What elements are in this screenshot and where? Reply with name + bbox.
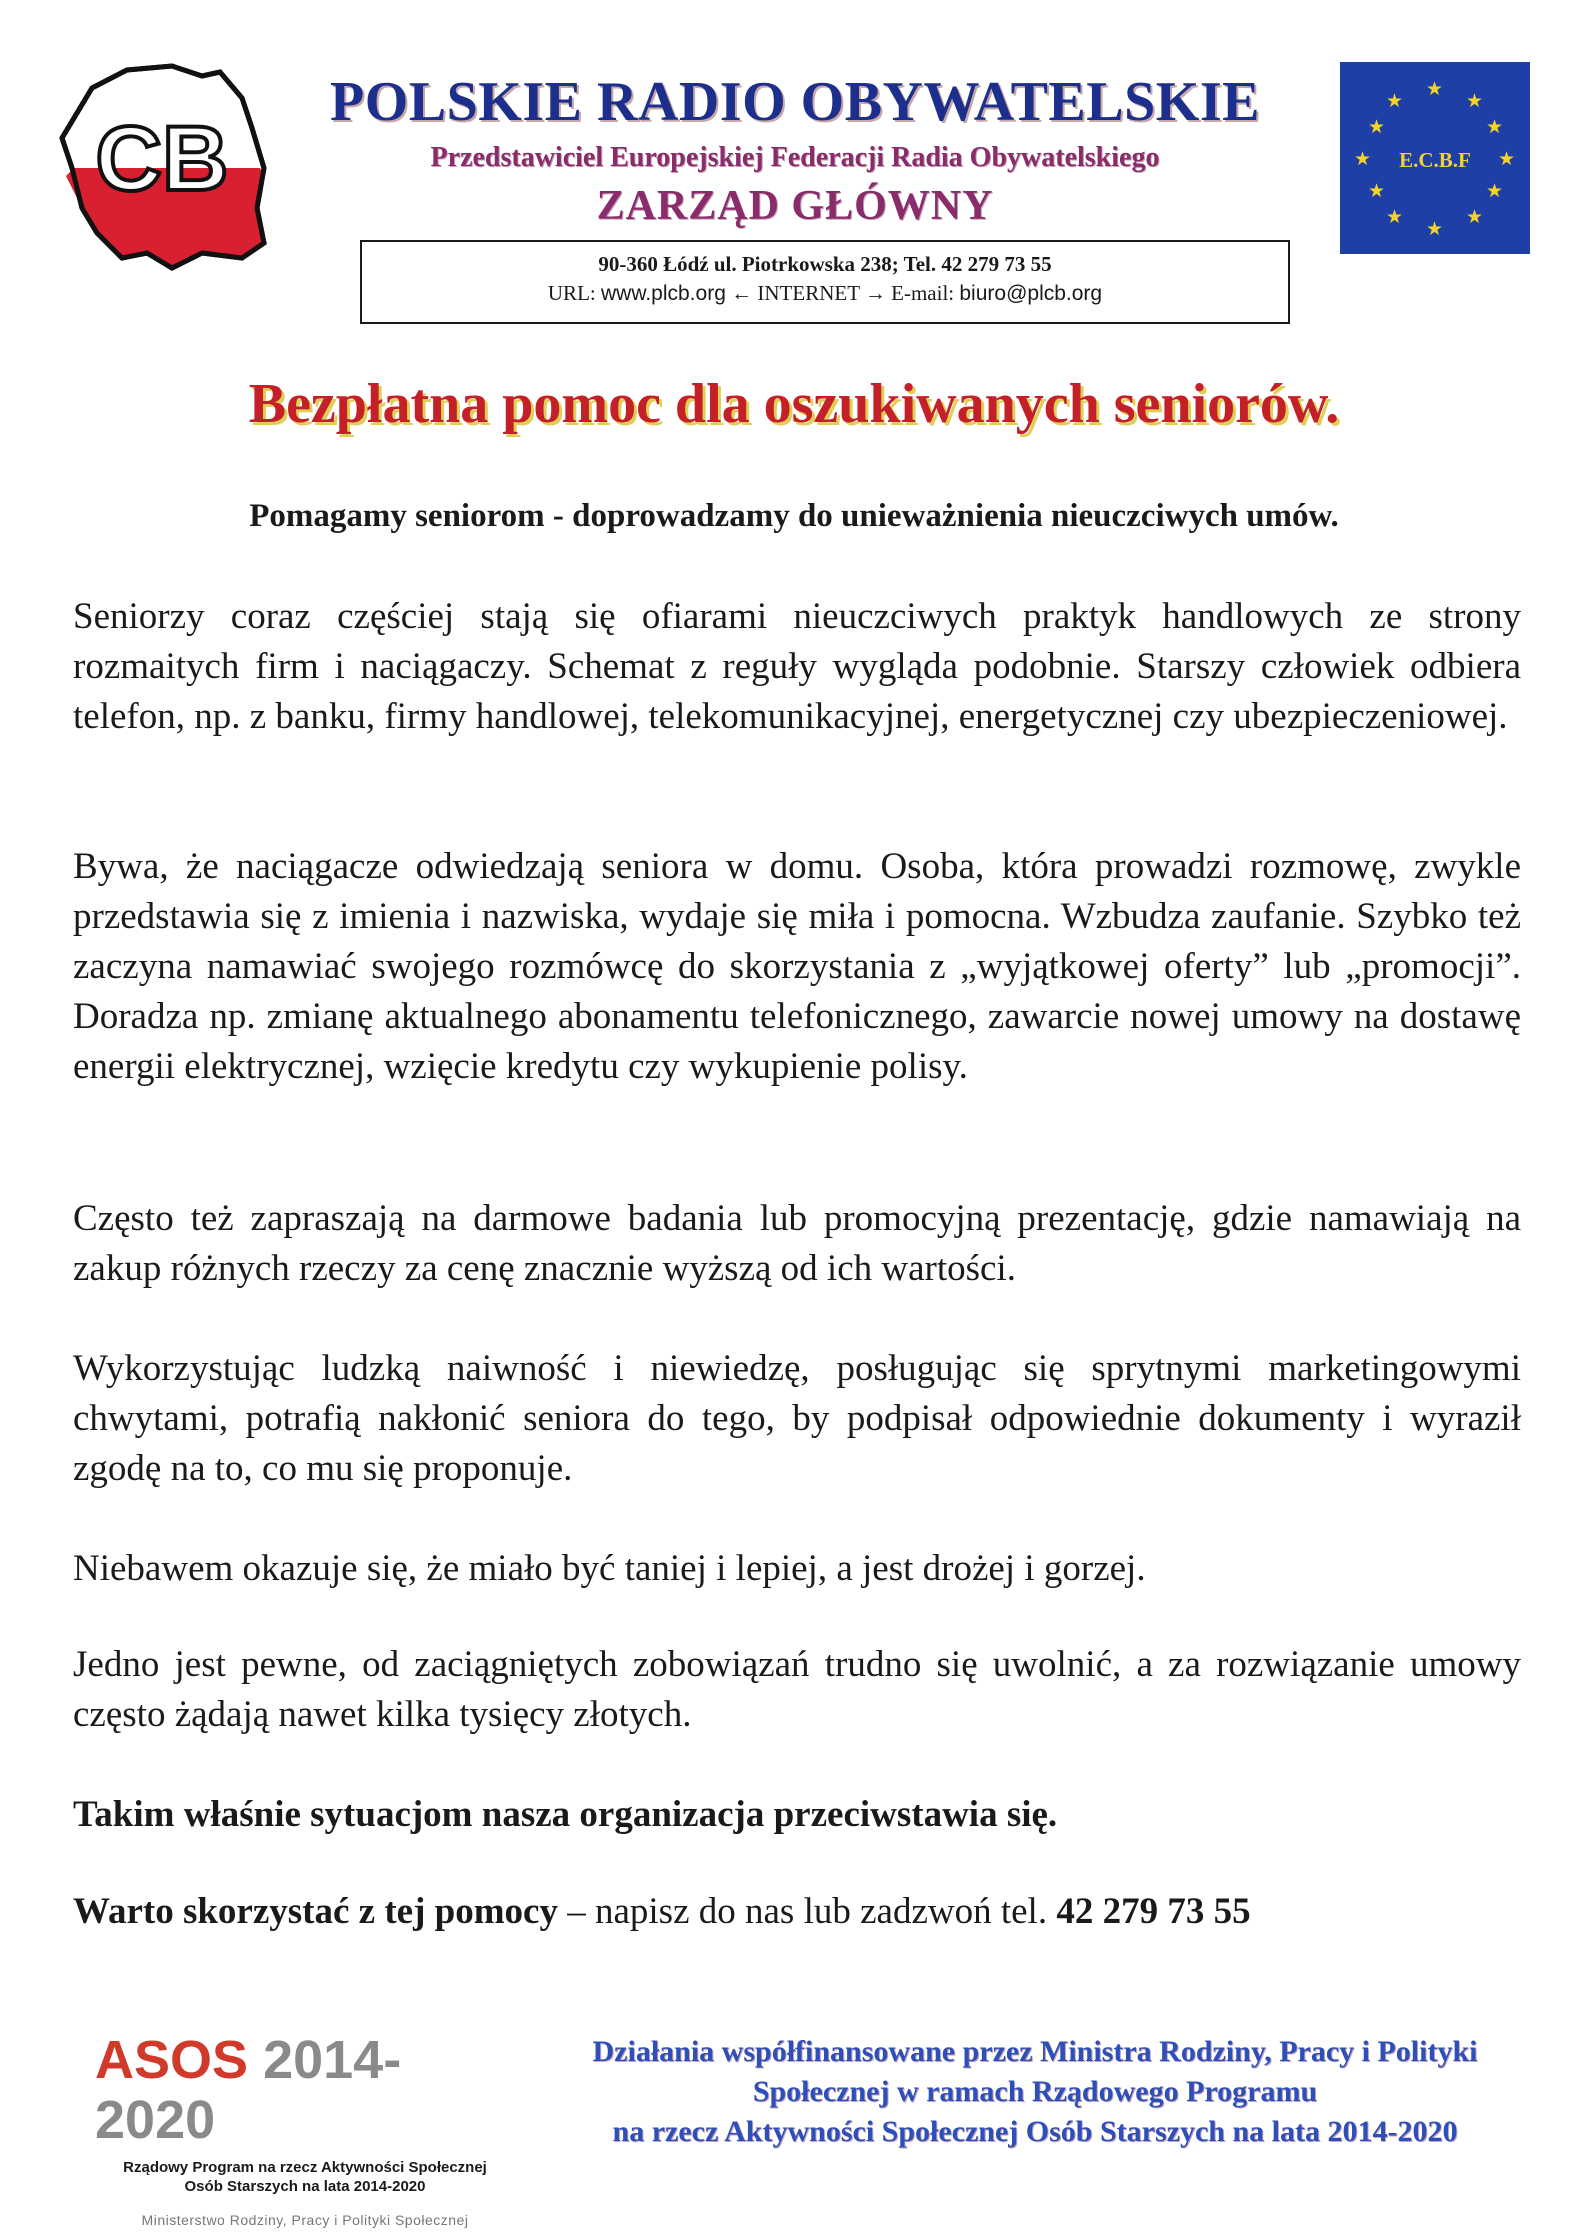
cofinance-line1: Działania współfinansowane przez Ministra Rodziny, Pracy i Polityki	[592, 2035, 1478, 2068]
star-icon: ★	[1386, 207, 1404, 228]
paragraph-3: Często też zapraszają na darmowe badania lub promocyjną prezentację, gdzie namawiają na zakup różnych rzeczy za cenę znacznie wyższą od ich wartości.	[73, 1198, 1521, 1289]
cb-poland-logo	[52, 58, 272, 280]
paragraph-1: Seniorzy coraz częściej stają się ofiarami nieuczciwych praktyk handlowych ze strony rozmaitych firm i naciągaczy. Schemat z reguły wygląda podobnie. Starszy człowiek odbiera telefon, np. z banku, firmy handlowej, telekomunikacyjnej, energetycznej czy ubezpieczeniowej.	[73, 596, 1521, 737]
cta-phone[interactable]: 42 279 73 55	[1056, 1891, 1251, 1932]
web-line	[362, 281, 1288, 306]
star-icon: ★	[1426, 219, 1444, 240]
address-line: 90-360 Łódź ul. Piotrkowska 238; Tel. 42 279 73 55	[598, 252, 1052, 276]
paragraph-5: Niebawem okazuje się, że miało być taniej i lepiej, a jest drożej i gorzej.	[73, 1548, 1146, 1589]
asos-word: ASOS	[95, 2030, 249, 2090]
board-title: ZARZĄD GŁÓWNY	[596, 183, 994, 229]
contact-box	[360, 240, 1290, 324]
logo-cb-text: CB	[95, 108, 229, 210]
cofinance-line3: na rzecz Aktywności Społecznej Osób Starszych na lata 2014-2020	[612, 2115, 1458, 2148]
internet-label: ← INTERNET →	[731, 281, 886, 305]
paragraph-6: Jedno jest pewne, od zaciągniętych zobowiązań trudno się uwolnić, a za rozwiązanie umowy często żądają nawet kilka tysięcy złotych.	[73, 1644, 1521, 1735]
cofinance-line2: Społecznej w ramach Rządowego Programu	[752, 2075, 1318, 2108]
cofinance-note	[555, 2032, 1515, 2152]
website-link[interactable]: www.plcb.org	[600, 282, 726, 305]
asos-program	[95, 2158, 515, 2196]
star-icon: ★	[1466, 207, 1484, 228]
star-icon: ★	[1466, 91, 1484, 112]
call-to-action	[73, 1887, 1521, 1937]
org-title: POLSKIE RADIO OBYWATELSKIE	[330, 71, 1260, 133]
star-icon: ★	[1368, 117, 1386, 138]
star-icon: ★	[1486, 181, 1504, 202]
paragraph-2: Bywa, że naciągacze odwiedzają seniora w domu. Osoba, która prowadzi rozmowę, zwykle przedstawia się z imienia i nazwiska, wydaje się miła i pomocna. Wzbudza zaufanie. Szybko też zaczyna namawiać swojego rozmówcę do skorzystania z „wyjątkowej oferty” lub „promocji”. Doradza np. zmianę aktualnego abonamentu telefonicznego, zawarcie nowej umowy na dostawę energii elektrycznej, wzięcie kredytu czy wykupienie polisy.	[73, 846, 1521, 1087]
paragraph-7: Takim właśnie sytuacjom nasza organizacja przeciwstawia się.	[73, 1794, 1058, 1835]
email-label: E-mail:	[891, 281, 955, 305]
star-icon: ★	[1354, 149, 1372, 170]
paragraph-4: Wykorzystując ludzką naiwność i niewiedzę, posługując się sprytnymi marketingowymi chwytami, potrafią nakłonić seniora do tego, by podpisał odpowiednie dokumenty i wyraził zgodę na to, co mu się proponuje.	[73, 1348, 1521, 1489]
cta-text: – napisz do nas lub zadzwoń tel.	[557, 1891, 1057, 1932]
ecbf-flag	[1340, 62, 1530, 254]
star-icon: ★	[1386, 91, 1404, 112]
star-icon: ★	[1426, 79, 1444, 100]
star-icon: ★	[1368, 181, 1386, 202]
asos-program-line2: Osób Starszych na lata 2014-2020	[184, 2178, 426, 2195]
cta-bold: Warto skorzystać z tej pomocy	[73, 1891, 558, 1932]
subheadline: Pomagamy seniorom - doprowadzamy do unieważnienia nieuczciwych umów.	[249, 498, 1339, 534]
headline: Bezpłatna pomoc dla oszukiwanych seniorów.	[248, 373, 1340, 435]
url-label: URL:	[547, 281, 596, 305]
asos-program-line1: Rządowy Program na rzecz Aktywności Społecznej	[123, 2159, 487, 2176]
org-subtitle: Przedstawiciel Europejskiej Federacji Radia Obywatelskiego	[430, 142, 1160, 173]
ecbf-label: E.C.B.F	[1399, 148, 1471, 172]
star-icon: ★	[1486, 117, 1504, 138]
star-icon: ★	[1498, 149, 1516, 170]
asos-ministry: Ministerstwo Rodziny, Pracy i Polityki Społecznej	[141, 2212, 469, 2228]
asos-years: 2014-2020	[95, 2030, 402, 2150]
asos-logo	[95, 2030, 515, 2228]
email-link[interactable]: biuro@plcb.org	[959, 282, 1103, 305]
